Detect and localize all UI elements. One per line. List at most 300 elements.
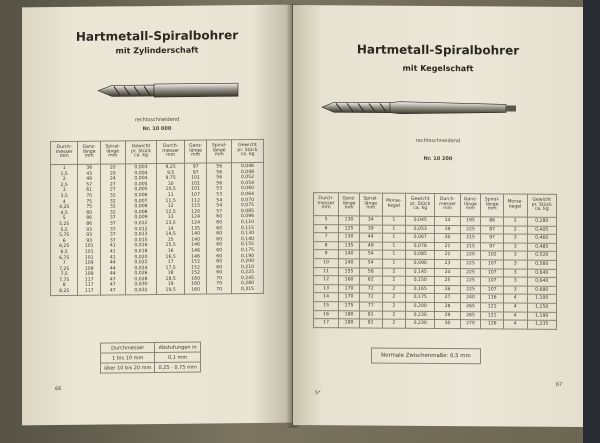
table-cell: 3 [503, 260, 527, 269]
table-cell: 13 [314, 284, 339, 293]
table-cell: 3 [503, 243, 527, 252]
table-cell: 0,016 [134, 243, 148, 249]
table-cell: 9,5 [167, 170, 175, 176]
table-cell: 0,026 [134, 271, 148, 277]
table-cell: 53 [216, 186, 223, 192]
table-cell: 225 [460, 260, 481, 269]
table-cell: 17,5 [165, 265, 176, 271]
table-cell: 23 [435, 259, 460, 268]
table-cell: 0,165 [406, 285, 435, 294]
table-cell: 86 [86, 221, 93, 227]
table-cell: 15 [167, 237, 174, 243]
table-cell: 117 [84, 283, 94, 289]
table-cell: 102 [481, 251, 504, 260]
table-cell: 0,008 [134, 204, 148, 210]
left-header-7: Gewicht pr. Stück ca. kg [231, 139, 263, 162]
table-cell: 0,150 [406, 276, 435, 285]
table-cell: 20 [109, 165, 116, 171]
table-cell: 41 [109, 243, 116, 249]
table-cell: 5,75 [59, 233, 70, 239]
table-cell: 0,028 [134, 276, 148, 283]
table-cell: 109 [84, 271, 94, 278]
table-cell: 160 [191, 282, 201, 288]
table-cell: 57 [216, 209, 223, 215]
table-cell: 54 [359, 250, 382, 259]
table-cell: 0,009 [134, 215, 148, 221]
table-cell: 107 [191, 192, 201, 198]
right-spec-table [313, 192, 557, 329]
table-cell: 47 [109, 288, 116, 294]
table-cell: 115 [191, 203, 201, 209]
table-cell: 215 [460, 242, 481, 251]
table-cell: 0,085 [240, 208, 255, 214]
table-cell: 14 [435, 216, 460, 225]
table-cell: 47 [109, 282, 116, 288]
table-cell: 37 [109, 221, 116, 227]
table-cell: 6 [314, 224, 339, 233]
right-page-subtitle: mit Kegelschaft [402, 63, 474, 74]
table-cell: 47 [109, 277, 116, 283]
step-header-increment: Abstufungen in [155, 342, 200, 352]
table-cell: 160 [191, 276, 201, 282]
table-cell: 240 [460, 294, 481, 303]
table-cell: 0,115 [240, 225, 255, 231]
table-cell: 0,175 [240, 247, 255, 254]
table-cell: 24 [109, 176, 116, 182]
right-page-title: Hartmetall-Spiralbohrer [356, 42, 520, 58]
table-cell: 135 [191, 226, 201, 232]
table-cell: 4 [503, 311, 527, 320]
table-cell: 0,004 [134, 176, 148, 182]
table-cell: 60 [216, 242, 223, 248]
table-cell: 56 [216, 175, 223, 181]
table-cell: 18,5 [165, 276, 176, 282]
table-cell: 1 [382, 250, 406, 259]
table-cell: 1,100 [527, 294, 556, 303]
table-cell: 53 [216, 192, 223, 198]
right-header-7: Spiral- länge mm [481, 194, 504, 217]
table-cell: 24 [435, 268, 460, 277]
table-cell: 44 [359, 233, 382, 242]
table-cell: 5,25 [59, 221, 70, 227]
right-article-number: Nr. 10 200 [423, 155, 453, 163]
table-cell: 70 [86, 193, 93, 199]
table-cell: 37 [109, 226, 116, 233]
table-cell: 135 [339, 242, 360, 251]
table-cell: 220 [460, 251, 481, 260]
table-cell: 1 [62, 165, 66, 171]
table-cell: 2 [382, 293, 406, 302]
right-header-3: Morse- kegel [382, 193, 406, 216]
table-cell: 180 [339, 310, 360, 319]
table-cell: 0,012 [134, 221, 148, 227]
table-cell: 41 [109, 249, 116, 255]
table-cell: 8 [62, 283, 66, 289]
table-cell: 60 [216, 253, 223, 259]
table-cell: 97 [481, 243, 504, 252]
table-cell: 0,315 [240, 287, 255, 293]
table-cell: 11 [314, 267, 339, 276]
table-cell: 0,085 [406, 251, 435, 260]
table-cell: 2 [382, 276, 406, 285]
table-cell: 265 [460, 303, 481, 312]
table-cell: 0,130 [240, 231, 255, 237]
table-cell: 80 [86, 210, 93, 216]
table-cell: 7 [62, 261, 66, 267]
table-cell: 4 [503, 320, 527, 329]
left-header-6: Spiral- länge mm [207, 140, 232, 163]
table-cell: 93 [86, 227, 93, 233]
table-cell: 152 [191, 270, 201, 276]
table-cell: 54 [216, 203, 223, 209]
table-cell: 1 [382, 233, 406, 242]
table-cell: 81 [359, 319, 382, 328]
table-cell: 0,004 [134, 170, 148, 176]
table-cell: 0,245 [240, 275, 255, 281]
table-cell: 1 [382, 259, 406, 268]
drill-bit-taper-illustration [320, 93, 530, 122]
table-cell: 225 [460, 285, 481, 294]
table-cell: 0,003 [134, 165, 148, 171]
table-cell: 43 [86, 171, 93, 177]
table-cell: 60 [216, 259, 223, 265]
table-cell: 20 [109, 171, 116, 177]
table-cell: 38 [86, 165, 93, 171]
table-cell: 60 [216, 231, 223, 237]
right-page-mark: 5* [315, 390, 321, 397]
right-header-2: Spiral- länge mm [359, 193, 382, 216]
table-cell: 0,230 [406, 311, 435, 320]
table-cell: 225 [460, 225, 481, 234]
right-header-5: Durch- messer mm [435, 193, 460, 216]
table-cell: 0,022 [134, 260, 148, 266]
table-cell: 14,5 [165, 231, 176, 238]
table-cell: 146 [191, 248, 201, 254]
table-cell: 0,200 [406, 302, 435, 311]
table-cell: 225 [460, 268, 481, 277]
right-header-4: Gewicht pr. Stück ca. kg [406, 193, 435, 216]
table-cell: 70 [216, 287, 223, 293]
table-cell: 101 [84, 249, 94, 255]
table-cell: 22 [435, 251, 460, 260]
table-cell: 60 [216, 248, 223, 254]
table-cell: 0,140 [240, 236, 255, 242]
table-cell: 6 [62, 238, 66, 244]
table-cell: 5,5 [60, 227, 68, 233]
table-cell: 0,090 [406, 259, 435, 268]
table-cell: 29 [435, 311, 460, 320]
table-cell: 0,230 [406, 319, 435, 328]
table-cell: 20 [435, 234, 460, 243]
table-cell: 72 [359, 293, 382, 302]
table-cell: 0,110 [240, 219, 255, 226]
table-cell: 17 [167, 259, 174, 265]
table-cell: 117 [84, 277, 94, 283]
table-cell: 6,25 [59, 244, 70, 250]
drill-bit-cylindrical-illustration [94, 75, 244, 109]
table-cell: 21 [435, 242, 460, 251]
book-board-edge [583, 0, 600, 443]
table-cell: 56 [216, 181, 223, 187]
table-cell: 4 [503, 294, 527, 303]
table-cell: 3 [503, 269, 527, 278]
table-cell: 49 [359, 242, 382, 251]
table-cell: 140 [191, 237, 201, 243]
table-cell: 3 [503, 277, 527, 286]
right-header-6: Ganz- länge mm [460, 194, 481, 217]
table-cell: 0,032 [134, 288, 148, 294]
table-cell: 101 [84, 255, 94, 261]
table-cell: 93 [86, 232, 93, 238]
table-cell: 0,024 [134, 265, 148, 271]
step-table [100, 342, 201, 374]
table-cell: 3 [503, 234, 527, 243]
table-cell: 0,045 [406, 216, 435, 225]
right-page [293, 5, 583, 427]
table-cell: 13,5 [165, 220, 176, 226]
table-cell: 109 [84, 266, 94, 272]
table-cell: 16,5 [165, 254, 176, 260]
table-cell: 12 [314, 276, 339, 285]
table-cell: 97 [192, 164, 199, 170]
table-cell: 15 [314, 302, 339, 311]
table-cell: 10,5 [165, 187, 176, 193]
table-cell: 126 [481, 320, 504, 329]
table-cell: 0,096 [240, 214, 255, 220]
table-cell: 160 [191, 287, 201, 293]
step-header-diameter: Durchmesser [101, 343, 155, 354]
table-cell: 2 [62, 177, 66, 183]
right-header-1: Ganz- länge mm [339, 193, 360, 216]
table-cell: 2 [382, 285, 406, 294]
table-cell: 0,060 [240, 186, 255, 192]
table-cell: 5 [62, 216, 66, 222]
table-cell: 121 [481, 303, 504, 312]
left-header-0: Durch- messer mm [51, 141, 78, 164]
table-cell: 11,5 [165, 198, 176, 204]
table-cell: 0,680 [527, 286, 556, 295]
table-cell: 0,280 [240, 281, 255, 287]
table-cell: 32 [109, 198, 116, 205]
table-cell: 32 [109, 204, 116, 210]
table-cell: 2 [382, 311, 406, 320]
table-cell: 130 [339, 233, 360, 242]
table-cell: 140 [339, 259, 360, 268]
table-cell: 70 [216, 276, 223, 282]
table-cell: 77 [359, 302, 382, 311]
table-cell: 0,280 [527, 217, 556, 226]
table-cell: 2 [382, 319, 406, 328]
table-cell: 109 [84, 260, 94, 266]
table-cell: 0,013 [134, 232, 148, 238]
table-cell: 0,225 [240, 270, 255, 276]
table-cell: 44 [109, 271, 116, 277]
table-cell: 3 [503, 251, 527, 260]
table-cell: 37 [109, 238, 116, 244]
table-cell: 37 [109, 215, 116, 221]
table-cell: 25 [435, 277, 460, 286]
table-cell: 12,5 [165, 209, 176, 215]
left-column-5 [184, 163, 207, 294]
table-cell: 117 [84, 288, 94, 294]
table-cell: 10 [167, 181, 174, 187]
table-cell: 0,048 [240, 169, 255, 175]
table-cell: 0,007 [134, 198, 148, 204]
left-column-2 [100, 164, 125, 295]
table-cell: 1 [382, 225, 406, 234]
table-cell: 4 [503, 303, 527, 312]
left-page-title: Hartmetall-Spiralbohrer [75, 28, 239, 44]
table-cell: 0,520 [527, 251, 556, 260]
step-row-1-increment: 0,1 mm [155, 352, 200, 362]
table-cell: 2 [503, 226, 527, 235]
table-cell: 0,015 [134, 237, 148, 243]
table-cell: 0,005 [134, 187, 148, 193]
table-cell: 225 [460, 277, 481, 286]
table-cell: 1,150 [527, 303, 556, 312]
table-cell: 1,235 [527, 320, 556, 329]
table-cell: 2 [382, 268, 406, 277]
table-cell: 60 [216, 237, 223, 243]
table-cell: 13 [167, 215, 174, 221]
table-cell: 8 [314, 241, 339, 250]
table-cell: 2 [503, 217, 527, 226]
table-cell: 107 [481, 260, 504, 269]
table-cell: 146 [191, 254, 201, 260]
table-cell: 0,008 [134, 209, 148, 215]
table-cell: 60 [216, 270, 223, 276]
table-cell: 0,030 [134, 282, 148, 288]
table-cell: 7,25 [59, 266, 70, 272]
left-header-5: Ganz- länge mm [184, 140, 207, 163]
step-row-2-increment: 0,25 · 0,75 mm [155, 362, 200, 372]
table-cell: 116 [481, 294, 504, 303]
left-page [22, 5, 292, 426]
table-cell: 270 [460, 320, 481, 329]
table-cell: 1,5 [60, 171, 68, 177]
table-cell: 0,078 [406, 242, 435, 251]
table-cell: 16 [167, 248, 174, 254]
table-cell: 101 [191, 175, 201, 181]
table-cell: 26 [435, 285, 460, 294]
table-cell: 101 [191, 181, 201, 187]
table-cell: 0,485 [527, 243, 556, 252]
table-cell: 120 [191, 209, 201, 215]
table-cell: 97 [481, 234, 504, 243]
table-cell: 6,5 [60, 249, 68, 255]
table-cell: 0,210 [240, 264, 255, 270]
table-cell: 101 [84, 243, 94, 250]
table-cell: 170 [339, 285, 360, 294]
table-cell: 60 [216, 214, 223, 220]
left-header-1: Ganz- länge mm [78, 141, 101, 164]
table-cell: 11 [167, 192, 174, 198]
table-cell: 101 [191, 186, 201, 193]
table-cell: 0,046 [240, 163, 255, 170]
table-cell: 44 [109, 266, 116, 272]
table-row [314, 319, 557, 329]
right-cutting-direction: rechtsschneidend [415, 137, 461, 145]
table-cell: 19,5 [165, 287, 176, 293]
table-cell: 124 [191, 214, 201, 220]
table-cell: 7,75 [59, 277, 70, 283]
table-cell: 44 [109, 260, 116, 266]
left-column-1 [78, 164, 101, 295]
table-cell: 60 [216, 265, 223, 271]
table-cell: 180 [339, 319, 360, 328]
table-cell: 9,25 [165, 164, 176, 170]
table-cell: 75 [86, 199, 93, 205]
table-cell: 107 [481, 286, 504, 295]
table-cell: 107 [481, 277, 504, 286]
table-cell: 3 [62, 188, 66, 194]
table-cell: 4,25 [59, 205, 70, 211]
table-cell: 86 [481, 217, 504, 226]
table-cell: 19 [167, 282, 174, 288]
table-cell: 14 [314, 293, 339, 302]
table-cell: 0,067 [406, 233, 435, 242]
table-cell: 0,006 [134, 193, 148, 199]
right-header-9: Gewicht pr. Stück ca. kg [527, 194, 556, 217]
table-cell: 0,012 [134, 226, 148, 232]
table-cell: 0,190 [240, 253, 255, 259]
table-cell: 0,018 [134, 249, 148, 255]
step-row-1-range: 1 bis 10 mm [101, 353, 155, 364]
table-cell: 70 [216, 281, 223, 287]
table-cell: 0,405 [527, 226, 556, 235]
table-cell: 152 [191, 265, 201, 271]
table-cell: 1,190 [527, 312, 556, 321]
left-column-7 [231, 162, 263, 293]
table-cell: 1 [382, 242, 406, 251]
table-cell: 72 [359, 285, 382, 294]
table-cell: 37 [109, 232, 116, 238]
table-cell: 57 [86, 182, 93, 188]
table-cell: 195 [460, 217, 481, 226]
table-cell: 60 [216, 220, 223, 226]
table-cell: 0,200 [240, 259, 255, 265]
left-page-number: 66 [55, 386, 62, 393]
table-cell: 27 [109, 182, 116, 188]
table-cell: 107 [481, 268, 504, 277]
left-cutting-direction: rechtsschneidend [134, 116, 180, 124]
table-cell: 130 [339, 216, 360, 225]
table-cell: 6,75 [59, 255, 70, 261]
right-header-8: Morse- kegel [503, 194, 527, 217]
right-header-0: Durch- messer mm [314, 193, 339, 216]
left-column-6 [207, 163, 232, 294]
table-cell: 87 [481, 225, 504, 234]
table-cell: 27 [435, 294, 460, 303]
left-column-4 [157, 163, 184, 294]
left-page-subtitle: mit Zylinderschaft [115, 45, 199, 56]
table-cell: 27 [109, 187, 116, 193]
table-cell: 175 [339, 302, 360, 311]
table-cell: 0,054 [240, 180, 255, 186]
table-cell: 56 [216, 169, 223, 175]
table-cell: 54 [216, 197, 223, 203]
table-cell: 7,5 [60, 272, 68, 278]
table-cell: 97 [192, 170, 199, 176]
table-cell: 0,020 [134, 254, 148, 260]
table-cell: 9 [314, 250, 339, 259]
left-header-3: Gewicht pr. Stück ca. kg [125, 141, 157, 164]
table-cell: 86 [86, 216, 93, 222]
table-cell: 16 [314, 310, 339, 319]
step-row-2-range: über 10 bis 20 mm [101, 363, 155, 374]
table-cell: 3,5 [60, 193, 68, 199]
left-column-0 [51, 164, 78, 295]
